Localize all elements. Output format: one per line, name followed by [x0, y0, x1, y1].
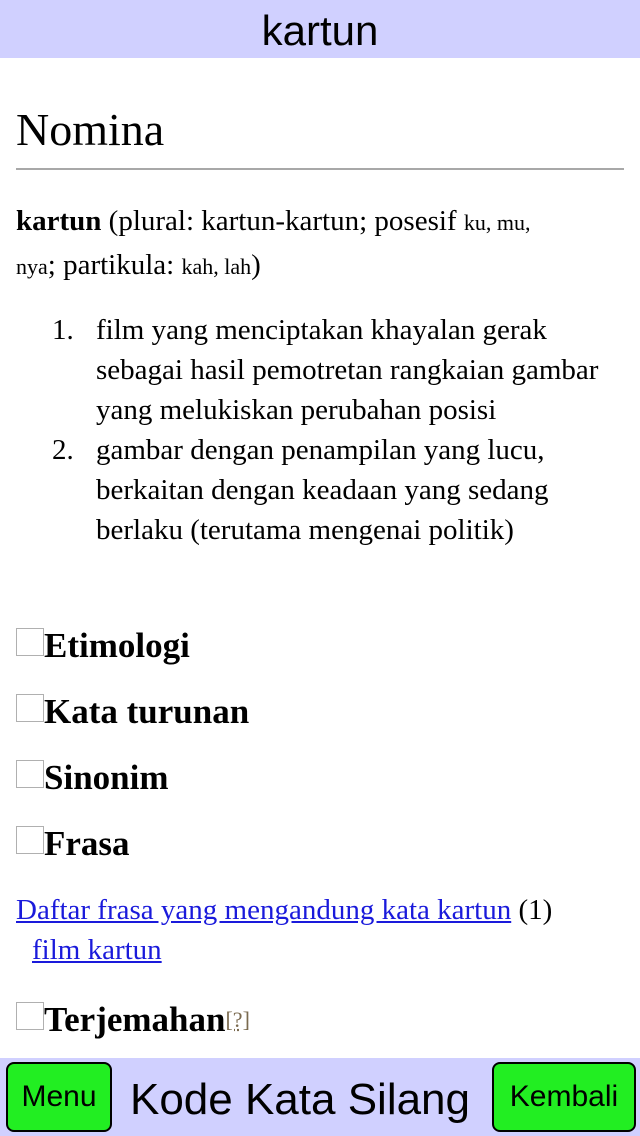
section-title: Terjemahan	[44, 1000, 226, 1039]
section-synonyms[interactable]	[16, 758, 169, 798]
section-translations[interactable]	[16, 1000, 250, 1040]
section-title: Etimologi	[44, 626, 190, 665]
definition-number: 2.	[52, 434, 74, 466]
section-title: Sinonim	[44, 758, 169, 797]
part-of-speech-heading: Nomina	[16, 102, 624, 170]
phrase-count: (1)	[511, 894, 553, 926]
possessive-values-2: nya	[16, 254, 48, 279]
bottom-toolbar	[0, 1058, 640, 1136]
expand-checkbox-icon[interactable]	[16, 628, 44, 656]
title-bar	[0, 0, 640, 58]
possessive-label: ; posesif	[359, 205, 464, 237]
grammar-close: )	[251, 249, 261, 281]
app-title: Kode Kata Silang	[129, 1075, 471, 1124]
phrase-list-link[interactable]: Daftar frasa yang mengandung kata kartun	[16, 894, 512, 926]
section-etymology[interactable]	[16, 626, 190, 666]
menu-button[interactable]: Menu	[6, 1062, 112, 1132]
headword-line	[16, 200, 624, 288]
section-phrases[interactable]	[16, 824, 130, 864]
phrase-link[interactable]: film kartun	[32, 934, 162, 966]
plural-label: (plural:	[108, 205, 202, 237]
expand-checkbox-icon[interactable]	[16, 694, 44, 722]
back-button[interactable]: Kembali	[492, 1062, 636, 1132]
entry-content	[0, 58, 640, 1058]
help-link[interactable]: [?]	[225, 1007, 250, 1032]
plural-value: kartun-kartun	[201, 205, 360, 237]
definition-list	[16, 310, 616, 550]
definition-text: gambar dengan penampilan yang lucu, berkaitan dengan keadaan yang sedang berlaku (terutama mengenai politik)	[96, 434, 549, 546]
expand-checkbox-icon[interactable]	[16, 826, 44, 854]
definition-item	[16, 310, 616, 430]
definition-item	[16, 430, 616, 550]
definition-number: 1.	[52, 314, 74, 346]
section-derived-words[interactable]	[16, 692, 249, 732]
particle-label: ; partikula:	[47, 249, 182, 281]
possessive-values: ku, mu,	[463, 210, 531, 235]
particle-values: kah, lah	[181, 254, 252, 279]
section-title: Frasa	[44, 824, 130, 863]
page-title: kartun	[261, 7, 379, 54]
phrase-item	[32, 930, 162, 970]
section-title: Kata turunan	[44, 692, 250, 731]
headword: kartun	[16, 205, 102, 237]
definition-text: film yang menciptakan khayalan gerak sebagai hasil pemotretan rangkaian gambar yang melukiskan perubahan posisi	[96, 314, 599, 426]
expand-checkbox-icon[interactable]	[16, 1002, 44, 1030]
expand-checkbox-icon[interactable]	[16, 760, 44, 788]
phrase-list-line	[16, 890, 624, 930]
